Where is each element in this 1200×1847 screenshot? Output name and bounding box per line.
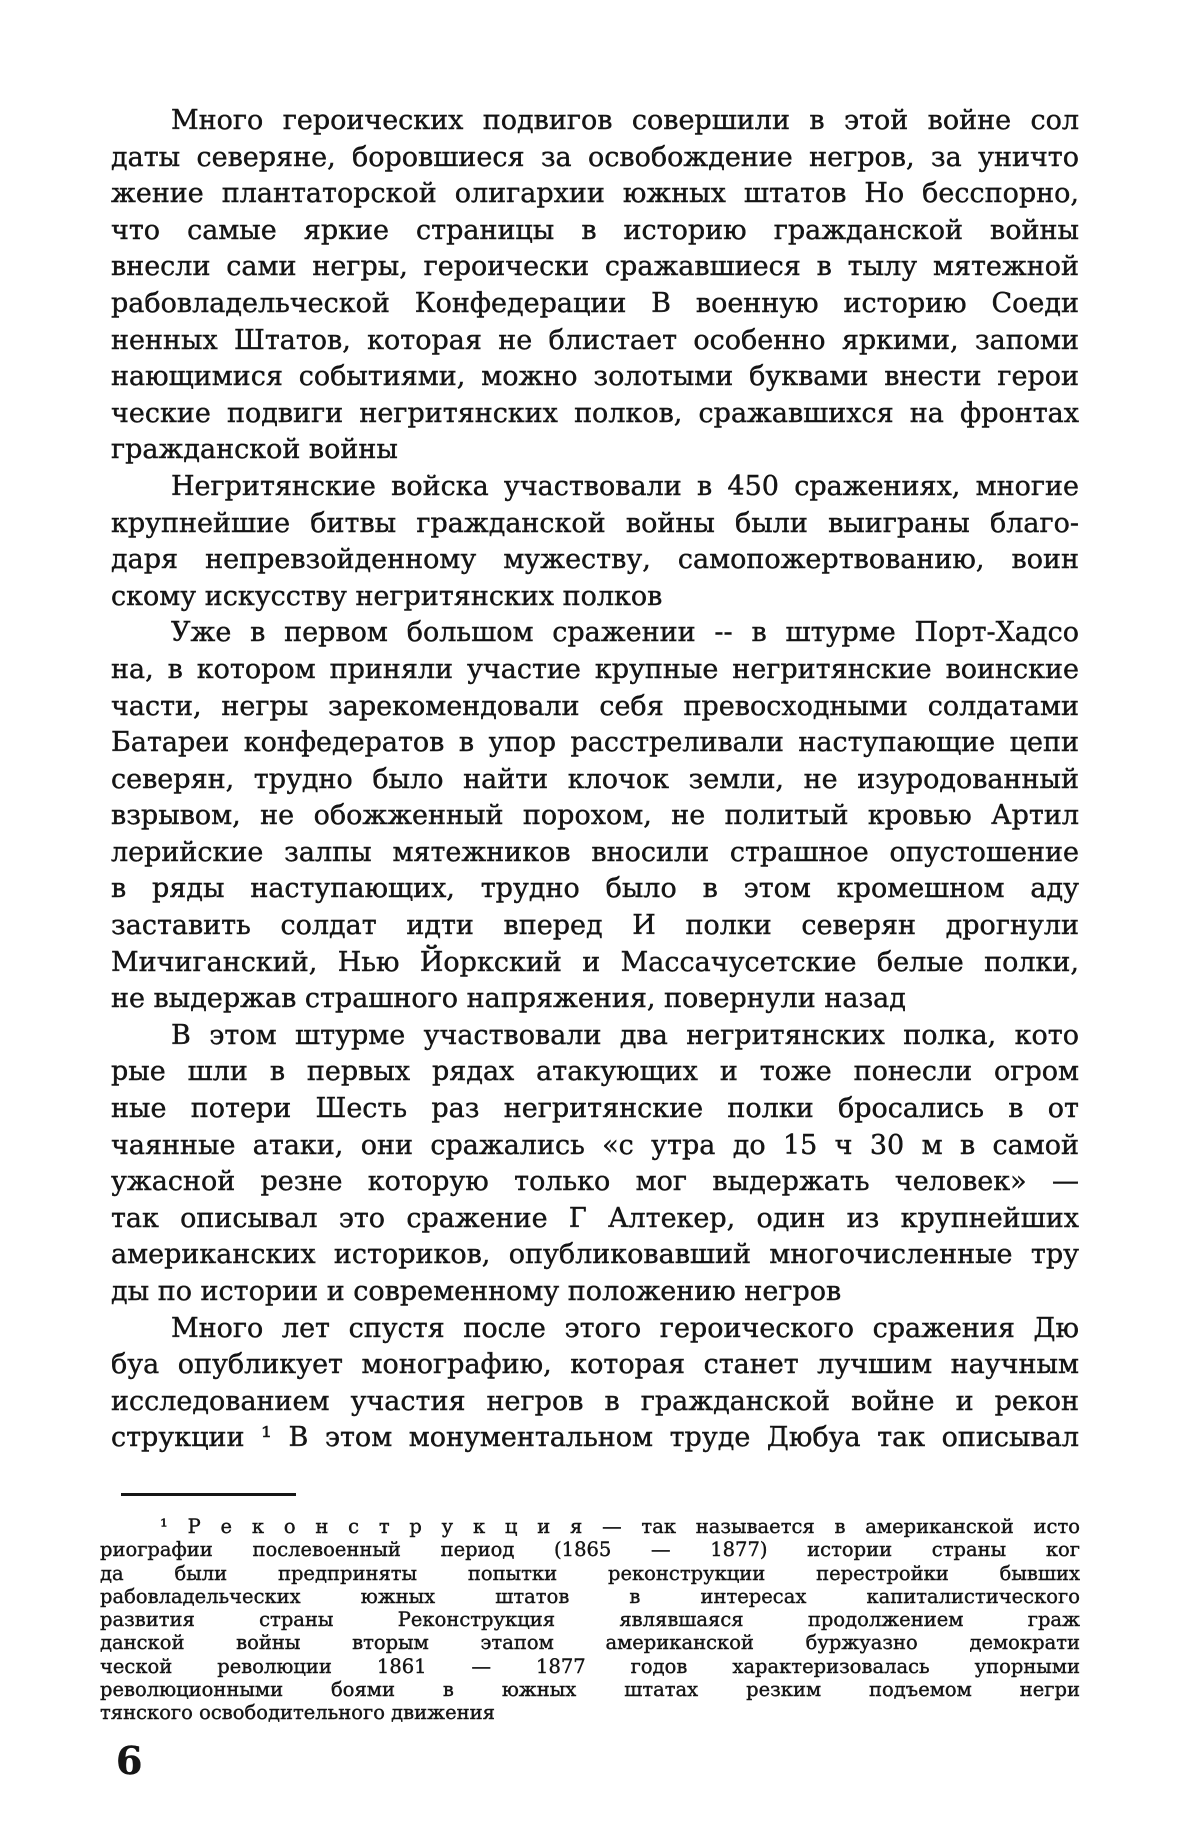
- text-line: ¹ Р е к о н с т р у к ц и я — так называется в американской исто: [160, 1515, 1080, 1538]
- text-line: Много героических подвигов совершили в этой войне сол: [171, 105, 1079, 136]
- text-line: риографии послевоенный период (1865 — 1877) истории страны ког: [100, 1538, 1080, 1562]
- text-line: что самые яркие страницы в историю гражданской войны: [111, 214, 1079, 246]
- text-line: заставить солдат идти вперед И полки северян дрогнули: [111, 910, 1079, 942]
- text-line: скому искусству негритянских полков: [111, 580, 663, 612]
- text-line: даря непревзойденному мужеству, самопожертвованию, воин: [111, 544, 1079, 576]
- text-line: внесли сами негры, героически сражавшиеся в тылу мятежной: [111, 251, 1079, 283]
- text-line: Мичиганский, Нью Йоркский и Массачусетские белые полки,: [111, 946, 1079, 978]
- text-line: лерийские залпы мятежников вносили страшное опустошение: [111, 836, 1079, 868]
- text-line: революционными боями в южных штатах резким подъемом негри: [100, 1678, 1080, 1702]
- text-line: ческие подвиги негритянских полков, сражавшихся на фронтах: [111, 397, 1079, 429]
- text-line: нающимися событиями, можно золотыми буквами внести герои: [111, 361, 1079, 393]
- text-line: северян, трудно было найти клочок земли, не изуродованный: [111, 763, 1079, 795]
- text-line: так описывал это сражение Г Алтекер, один из крупнейших: [111, 1202, 1079, 1234]
- text-line: рабовладельческой Конфедерации В военную историю Соеди: [111, 287, 1079, 319]
- text-line: буа опубликует монографию, которая станет лучшим научным: [111, 1349, 1079, 1381]
- text-line: гражданской войны: [111, 434, 398, 466]
- text-line: рые шли в первых рядах атакующих и тоже понесли огром: [111, 1056, 1079, 1088]
- text-line: даты северяне, боровшиеся за освобождение негров, за уничто: [111, 141, 1079, 173]
- text-line: ческой революции 1861 — 1877 годов характеризовалась упорными: [100, 1654, 1080, 1678]
- text-line: Батареи конфедератов в упор расстреливали наступающие цепи: [111, 727, 1079, 759]
- text-line: Много лет спустя после этого героического сражения Дю: [171, 1312, 1079, 1344]
- text-line: струкции ¹ В этом монументальном труде Дюбуа так описывал: [111, 1422, 1079, 1454]
- text-line: да были предприняты попытки реконструкции перестройки бывших: [100, 1561, 1080, 1585]
- text-line: ненных Штатов, которая не блистает особенно яркими, запоми: [111, 324, 1079, 356]
- text-line: чаянные атаки, они сражались «с утра до 15 ч 30 м в самой: [111, 1129, 1079, 1161]
- text-line: ды по истории и современному положению негров: [111, 1276, 842, 1307]
- footnote-separator: [121, 1493, 296, 1496]
- text-line: исследованием участия негров в гражданской войне и рекон: [111, 1385, 1079, 1417]
- text-line: не выдержав страшного напряжения, повернули назад: [111, 983, 906, 1015]
- text-line: ные потери Шесть раз негритянские полки бросались в от: [111, 1093, 1079, 1125]
- text-line: взрывом, не обожженный порохом, не политый кровью Артил: [111, 800, 1079, 832]
- footnote-text: [100, 1515, 1080, 1725]
- text-line: в ряды наступающих, трудно было в этом кромешном аду: [111, 873, 1079, 905]
- text-line: Негритянские войска участвовали в 450 сражениях, многие: [171, 470, 1079, 502]
- text-line: части, негры зарекомендовали себя превосходными солдатами: [111, 690, 1079, 722]
- text-line: жение плантаторской олигархии южных штатов Но бесспорно,: [111, 178, 1079, 210]
- page-number: 6: [116, 1738, 143, 1783]
- text-line: В этом штурме участвовали два негритянских полка, кото: [171, 1019, 1079, 1051]
- text-line: ужасной резне которую только мог выдержать человек» —: [111, 1166, 1079, 1198]
- text-line: крупнейшие битвы гражданской войны были выиграны благо-: [111, 507, 1079, 539]
- text-line: развития страны Реконструкция являвшаяся продолжением граж: [100, 1608, 1080, 1632]
- text-line: на, в котором приняли участие крупные негритянские воинские: [111, 653, 1079, 685]
- text-line: данской войны вторым этапом американской буржуазно демократи: [100, 1631, 1080, 1655]
- text-line: рабовладельческих южных штатов в интересах капиталистического: [100, 1584, 1080, 1608]
- text-line: тянского освободительного движения: [100, 1701, 495, 1725]
- text-line: Уже в первом большом сражении -- в штурме Порт-Хадсо: [171, 617, 1079, 649]
- body-text: [111, 103, 1079, 1457]
- text-line: американских историков, опубликовавший многочисленные тру: [111, 1239, 1079, 1271]
